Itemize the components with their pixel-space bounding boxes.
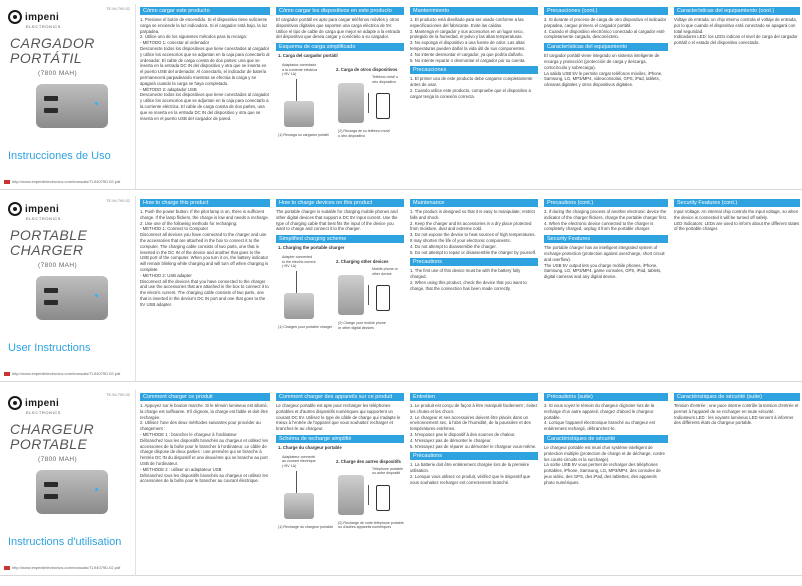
section-heading: Mantenimiento — [410, 7, 538, 15]
column-5 — [674, 196, 800, 382]
charging-diagram — [276, 53, 404, 149]
power-bank-image — [36, 470, 108, 514]
section-text: El cargador portátil es apto para cargar teléfonos móviles y otros dispositivos digitales que soporten una carga eléctrica de 5V. Utilice el tipo de cable de carga que mejor se adapte a la entrada del dispositivo que desea cargar y conéctelo a su cargador. — [276, 17, 400, 40]
brand-logo: impeni — [8, 10, 59, 24]
column-2 — [276, 4, 404, 190]
power-bank-icon — [338, 275, 364, 315]
diagram-note: Adaptateur connecté au courant électrique (+5V 1A) — [282, 454, 316, 468]
diagram-note: (1) Recharge du chargeur portable — [278, 524, 334, 529]
cover-panel — [0, 4, 136, 190]
cover-panel — [0, 196, 136, 382]
diagram-step-1: 1. Charge du chargeur portable — [278, 444, 342, 450]
diagram-note: (2) Charge your mobile phone or other digital devices — [338, 321, 386, 330]
section-text: 3. Si durante el proceso de carga de otro dispositivo el indicador parpadea, cargue primero el cargador portátil. 4. Cuando el dispositivo electrónico conectado al cargador esté completamente cargado, desconéctelo. — [544, 17, 667, 40]
product-title: PORTABLE CHARGER — [10, 227, 88, 258]
section-text: The portable charger is suitable for charging mobile phones and other digital devices that support a DC 5V input current. Use the type of charging cable that best fits the input of the device you want to charge and connect it to the charger. — [276, 209, 398, 232]
power-bank-image — [36, 276, 108, 320]
section-text: The portable charger has an intelligent integrated system of recharge protection (protection against overcharge, short circuit and overflow). The USB 5V output lets you charge mobile phones, iPhone, Samsung, LG, MP3/MP4, game consoles, GPS, iPad, tablets, digital cameras and any digital device. — [544, 245, 665, 280]
product-capacity: (7800 MAH) — [38, 70, 78, 77]
usb-port-icon — [44, 482, 58, 487]
section-heading: Características del equipamiento — [544, 43, 668, 51]
manual-page-english — [0, 196, 802, 382]
section-text: Tension d'entrée : une puce interne contrôle la tension d'entrée et permet à l'appareil de se recharger en toute sécurité. Indicateurs LED : les voyants lumineux LED servent à informer des différents états du chargeur portable. — [674, 403, 799, 426]
section-heading: Esquema de carga simplificado — [276, 43, 404, 51]
section-heading: Précautions (suite) — [544, 393, 668, 401]
usb-port-icon — [44, 96, 58, 101]
section-text: 1. Push the power button. If the pilot lamp is on, there is sufficient charge. If the lamp flickers, the charge is low and needs a recharge. 2. Use one of the following methods for recharging: - METHOD 1: Connect to Computer Disconnect all devices you have connected to the charger and use the accessories that are attached in the box to connect it to the computer. The charging cable consists of two parts, one that is inserted in the DC IN of the device and another that goes to the USB port of the computer. When you turn it on, the battery indicator will remain blinking while charging and will turn off when charging is complete. - METHOD 2: USB adapter Disconnect all the devices that you have connected to the charger and use the accessories that are attached in the box to connect it to the electric current. The charging cable consists of two parts, one that is inserted in the device's DC IN port and one that goes to the 5V USB adapter. — [140, 209, 269, 307]
diagram-note: (2) Recharge de votre téléphone portable ou d'autres appareils numériques — [338, 520, 404, 530]
diagram-note: Mobile phone or other device — [372, 267, 398, 276]
section-heading: Características del equipamiento (cont.) — [674, 7, 800, 15]
section-heading: Precauciones — [410, 66, 538, 74]
diagram-note: Adaptador conectado a la corriente eléctrica (+5V 1A) — [282, 63, 318, 76]
section-heading: Precauciones (cont.) — [544, 7, 668, 15]
usb-port-icon — [44, 288, 58, 293]
section-text: Le chargeur portable est muni d'un système intelligent de protection multiple (protection de charge et de décharge, contre les courts-circuits et la surcharge). La sortie USB 5V vous permet de recharger des téléphones portables, iPhone, Samsung, LG, MP3/MP4, des consoles de jeux vidéo, des GPS, des iPad, des tablettes, des appareils photo numériques. — [544, 444, 665, 485]
section-text: 1. The first use of this device must be with the battery fully charged. 2. When using this product, check the device that you want to charge, that the connection has been made correctly. — [410, 268, 527, 291]
column-2 — [276, 196, 404, 382]
product-capacity: (7800 MAH) — [38, 262, 78, 269]
column-3 — [410, 196, 538, 382]
cable-line — [368, 93, 369, 113]
column-2 — [276, 390, 404, 576]
logo-mark-icon — [8, 396, 22, 410]
led-icon — [95, 102, 98, 105]
cable-line — [368, 285, 369, 305]
phone-icon — [376, 93, 390, 119]
cable-line — [368, 485, 369, 505]
section-heading: How to charge devices on this product — [276, 199, 404, 207]
section-text: 1. El primer uso de este producto debe cargarse completamente antes de usar. 2. Cuando utilice este producto, compruebe que el dispositivo a cargar tenga la conexión correcta. — [410, 76, 533, 99]
logo-mark-icon — [8, 202, 22, 216]
power-bank-icon — [338, 83, 364, 123]
section-heading: Security Features (cont.) — [674, 199, 800, 207]
column-4 — [544, 196, 668, 382]
diagram-step-1: 1. Carga del cargador portátil — [278, 53, 338, 59]
brand-logo: impeni — [8, 202, 59, 216]
manual-url[interactable]: http://www.impeniielectronics.com/manuals/TL94079D.02.pdf — [12, 179, 121, 184]
section-text: 1. Appuyez sur le bouton marche. Si le témoin lumineux est allumé, la charge est suffisante. S'il clignote, la charge est faible et doit être rechargée. 2. Utilisez l'une des deux méthodes suivantes pour procéder au chargement : - MÉTHODE 1 : brancher le chargeur à l'ordinateur Débranchez tous les dispositifs branchés au chargeur et utilisez les accessoires de la boîte pour le brancher à l'ordinateur. Le câble de charge dispose de deux parties : une première qui se branche à l'entrée DC IN du dispositif et une deuxième qui se branche au port USB de l'ordinateur. - MÉTHODE 2 : utiliser un adaptateur USB Débranchez tous les dispositifs branchés au chargeur et utilisez les accessoires de la boîte pour le brancher au courant électrique. — [140, 403, 269, 484]
usb-port-icon — [44, 108, 58, 113]
phone-icon — [376, 485, 390, 511]
manual-page-french — [0, 390, 802, 576]
section-heading: Comment charger ce produit — [140, 393, 270, 401]
diagram-note: Téléphone portable ou autre dispositif — [372, 466, 403, 476]
led-icon — [95, 488, 98, 491]
diagram-step-2: 2. Carga de otros dispositivos — [336, 67, 398, 73]
section-text: 3. If during the charging process of another electronic device the indicator of the charger flickers, charge the portable charger first. 4. When the electronic device connected to the charger is completely charged, unplug it from the portable charger. — [544, 209, 667, 232]
document-code: TE.94.790.02 — [106, 392, 131, 397]
section-heading: Entretien — [410, 393, 538, 401]
logo-subtitle: ELECTRONICS — [26, 410, 62, 415]
section-text: Input Voltage: An internal chip controls the input voltage, so when the device is connected it will be turned off safely. LED Indicators: LEDs are used to inform about the different states of the portable charger. — [674, 209, 800, 232]
section-text: 3. Si vous voyez le témoin du chargeur clignoter lors de la recharge d'un autre appareil, chargez d'abord le chargeur portable. 4. Lorsque l'appareil électronique branché au chargeur est entièrement rechargé, débranchez-le. — [544, 403, 655, 432]
section-heading: Precautions (cont.) — [544, 199, 668, 207]
power-bank-icon — [284, 293, 314, 319]
document-code: TE.94.790.02 — [106, 198, 131, 203]
product-capacity: (7800 MAH) — [38, 456, 78, 463]
section-text: 1. Presione el botón de encendido. Si el dispositivo tiene suficiente carga se enciende la luz indicadora. Si el cargador está bajo, la luz parpadea. 2. Utilice uno de los siguientes métodos para la recarga: - MÉTODO 1: conectar al ordenador Desconecte todos los dispositivos que tiene conectados al cargador y utilice los accesorios que se adjuntan en la caja para conectarlo al ordenador. El cable de carga consta de dos partes: una que se inserta en la entrada DC IN del dispositivo y otra que se inserta en el puerto USB del ordenador. Al conectarlo, el indicador de batería permanecerá parpadeando mientras se efectúa la carga y se apagará cuando la carga se haya completado. - MÉTODO 2: adaptador USB Desconecte todos los dispositivos que tiene conectados al cargador y utilice los accesorios que se adjuntan en la caja para conectarlo a la corriente eléctrica. El cable de carga consta de dos partes, una que se inserta en la entrada DC IN del dispositivo y otra que se inserta en el puerto USB del cargador de pared. — [140, 17, 270, 121]
diagram-note: Adapter connected to the electric current (+5V 1A) — [282, 255, 316, 268]
logo-subtitle: ELECTRONICS — [26, 216, 62, 221]
usb-port-icon — [44, 494, 58, 499]
cover-caption: Instrucciones de Uso — [8, 150, 111, 162]
diagram-step-2: 2. Charging other devices — [336, 259, 389, 265]
column-5 — [674, 390, 800, 576]
flag-icon — [4, 180, 10, 184]
manual-url[interactable]: http://www.impeniielectronics.com/manuals/TL94079D.02.pdf — [12, 371, 121, 376]
section-text: El cargador portátil viene integrado un sistema inteligente de recarga y protección (protección de carga y descarga, cortocircuito y sobrecarga). La salida USB 5V le permite cargar teléfonos móviles, iPhone, Samsung, LG, MP3/MP4, videoconsolas, GPS, iPad, tablets, cámaras digitales y otros dispositivos digitales. — [544, 53, 663, 88]
section-text: Voltaje de entrada: un chip interno controla el voltaje de entrada, por lo que cuando el dispositivo está conectado se apagará con total seguridad. Indicadores LED: los LEDs indican el nivel de carga del cargador portátil o el estado del dispositivo conectado. — [674, 17, 798, 46]
column-4 — [544, 4, 668, 190]
cover-caption: User Instructions — [8, 342, 91, 354]
phone-icon — [376, 285, 390, 311]
section-heading: Cómo cargar este producto — [140, 7, 270, 15]
section-text: 1. Le produit est conçu de façon à être manipulé facilement ; évitez les chutes et les chocs. 2. Le chargeur et ses accessoires doivent être placés dans un environnement sec, à l'abri de l'humidité, de la poussière et des températures extrêmes. 3. N'exposez pas le dispositif à des sources de chaleur. 4. N'essayez pas de démonter le chargeur. 5. N'essayez pas de réparer ou démonter le chargeur vous-même. — [410, 403, 538, 449]
section-heading: Precautions — [410, 258, 538, 266]
charging-diagram — [276, 445, 404, 541]
diagram-step-2: 2. Charge des autres dispositifs — [336, 458, 401, 464]
cable-line — [296, 271, 297, 293]
section-text: 1. La batterie doit être entièrement chargée lors de la première utilisation. 2. Lorsque vous utilisez ce produit, vérifiez que le dispositif que vous souhaitez recharger est correctement branché. — [410, 462, 531, 485]
diagram-note: Teléfono móvil u otro dispositivo — [372, 75, 398, 84]
section-heading: Comment charger des appareils sur ce produit — [276, 393, 404, 401]
column-1 — [140, 390, 270, 576]
section-heading: Maintenance — [410, 199, 538, 207]
column-1 — [140, 196, 270, 382]
section-heading: Caractéristiques de sécurité (suite) — [674, 393, 800, 401]
cable-line — [296, 79, 297, 101]
cable-line — [296, 471, 297, 493]
cover-caption: Instructions d'utilisation — [8, 536, 122, 548]
column-3 — [410, 390, 538, 576]
power-bank-icon — [284, 101, 314, 127]
logo-mark-icon — [8, 10, 22, 24]
section-heading: Schéma de recharge simplifié — [276, 435, 404, 443]
section-heading: Précautions — [410, 452, 538, 460]
charging-diagram — [276, 245, 404, 341]
diagram-note: (1) Charges your portable charger — [278, 325, 333, 330]
section-heading: Security Features — [544, 235, 668, 243]
manual-page-spanish — [0, 4, 802, 190]
diagram-step-1: 1. Charging the portable charger — [278, 245, 345, 251]
section-heading: Simplified charging scheme — [276, 235, 404, 243]
cover-panel — [0, 390, 136, 576]
logo-subtitle: ELECTRONICS — [26, 24, 62, 29]
flag-icon — [4, 372, 10, 376]
diagram-note: (2) Recarga de su teléfono móvil u otro dispositivo — [338, 129, 390, 138]
column-4 — [544, 390, 668, 576]
power-bank-image — [36, 84, 108, 128]
document-code: TE.94.790.02 — [106, 6, 131, 11]
section-heading: Cómo cargar los dispositivos en este producto — [276, 7, 404, 15]
section-heading: How to charge this product — [140, 199, 270, 207]
power-bank-icon — [284, 493, 314, 519]
section-text: Le chargeur portable est apte pour recharger les téléphones portables et d'autres dispositifs numériques qui supportent un courant DC 5V. Utilisez le type de câble de charge qui s'adapte le mieux à l'entrée de l'appareil que vous souhaitez recharger et branchez-le au chargeur. — [276, 403, 401, 432]
column-1 — [140, 4, 270, 190]
flag-icon — [4, 566, 10, 570]
led-icon — [95, 294, 98, 297]
section-text: 1. El producto está diseñado para ser usado conforme a las especificaciones del fabricante. Evite las caídas. 2. Mantenga el cargador y sus accesorios en un lugar seco, protegido de la humedad, el polvo y las altas temperaturas. 3. No exponga el dispositivo a una fuente de calor. Las altas temperaturas pueden dañar la vida útil de sus componentes. 4. No intente desmontar el cargador, ya que podría dañarlo. 5. No intente reparar o desmontar el cargador por su cuenta. — [410, 17, 526, 63]
section-text: 1. The product is designed so that it is easy to manipulate; restrict falls and shock. 2. Keep the charger and its accessories in a dry place protected from moisture, dust and extreme cold. 3. Do not expose the device to heat sources of high temperatures. It may shorten the life of your electronic components. 4. Do not attempt to disassemble the charger. 5. Do not attempt to repair or disassemble the charger by yourself. — [410, 209, 537, 255]
brand-logo: impeni — [8, 396, 59, 410]
diagram-note: (1) Recarga su cargador portátil — [278, 133, 329, 138]
product-title: CHARGEUR PORTABLE — [10, 421, 95, 452]
column-5 — [674, 4, 800, 190]
section-heading: Caractéristiques de sécurité — [544, 435, 668, 443]
manual-url[interactable]: http://www.impeniielectronics.com/manuals/TL94079D.02.pdf — [12, 565, 121, 570]
column-3 — [410, 4, 538, 190]
product-title: CARGADOR PORTÁTIL — [10, 35, 95, 66]
usb-port-icon — [44, 300, 58, 305]
power-bank-icon — [338, 475, 364, 515]
